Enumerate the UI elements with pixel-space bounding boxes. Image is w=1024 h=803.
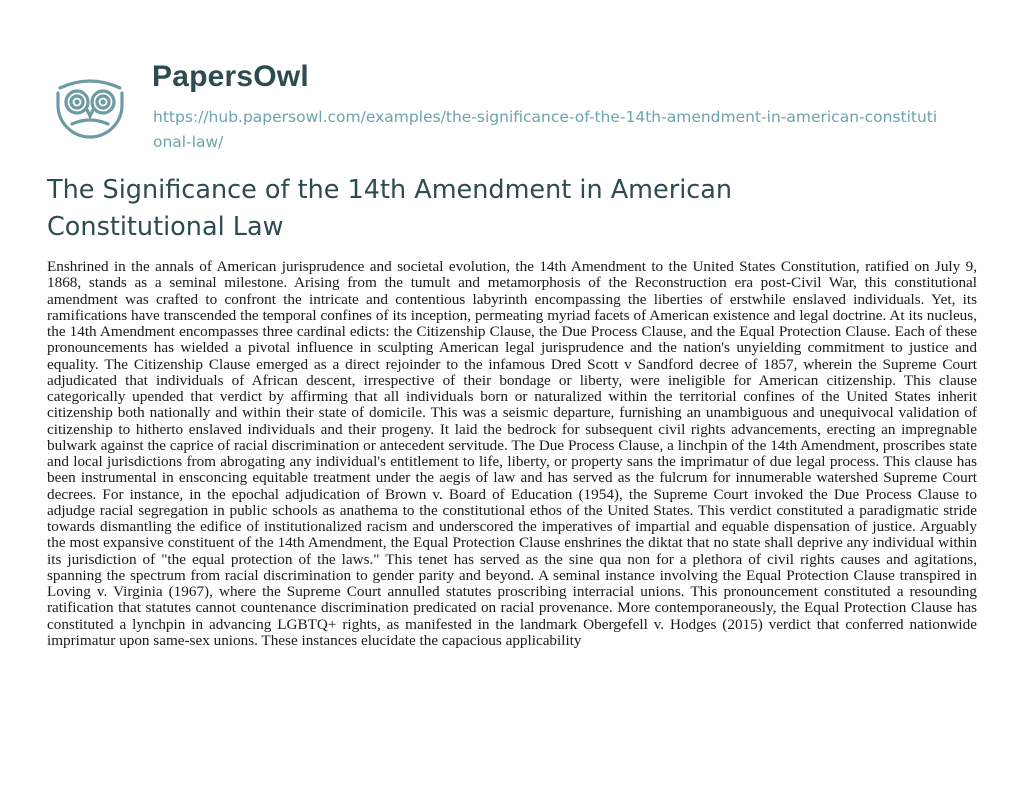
source-url-link[interactable]: https://hub.papersowl.com/examples/the-significance-of-the-14th-amendment-in-american-constitutional-law/ bbox=[153, 108, 938, 151]
article-body: Enshrined in the annals of American jurisprudence and societal evolution, the 14th Amendment to the United States Constitution, ratified on July 9, 1868, stands as a seminal milestone. Arising from the tumult and metamorphosis of the Reconstruction era post-Civil War, this constitutional amendment was crafted to confront the intricate and contentious labyrinth encompassing the liberties of erstwhile enslaved individuals. Yet, its ramifications have transcended the temporal confines of its inception, permeating myriad facets of American existence and legal doctrine. At its nucleus, the 14th Amendment encompasses three cardinal edicts: the Citizenship Clause, the Due Process Clause, and the Equal Protection Clause. Each of these pronouncements has wielded a pivotal influence in sculpting American legal jurisprudence and the nation's unyielding commitment to justice and equality. The Citizenship Clause emerged as a direct rejoinder to the infamous Dred Scott v Sandford decree of 1857, wherein the Supreme Court adjudicated that individuals of African descent, irrespective of their bondage or liberty, were ineligible for American citizenship. This clause categorically upended that verdict by affirming that all individuals born or naturalized within the territorial confines of the United States inherit citizenship both nationally and within their state of domicile. This was a seismic departure, furnishing an unambiguous and unequivocal validation of citizenship to hitherto enslaved individuals and their progeny. It laid the bedrock for subsequent civil rights advancements, erecting an impregnable bulwark against the caprice of racial discrimination or antecedent servitude. The Due Process Clause, a linchpin of the 14th Amendment, proscribes state and local jurisdictions from abrogating any individual's entitlement to life, liberty, or property sans the imprimatur of due legal process. This clause has been instrumental in ensconcing equitable treatment under the aegis of law and has served as the fulcrum for innumerable watershed Supreme Court decrees. For instance, in the epochal adjudication of Brown v. Board of Education (1954), the Supreme Court invoked the Due Process Clause to adjudge racial segregation in public schools as anathema to the constitutional ethos of the United States. This verdict constituted a paradigmatic stride towards dismantling the edifice of institutionalized racism and underscored the imperatives of impartial and equable dispensation of justice. Arguably the most expansive constituent of the 14th Amendment, the Equal Protection Clause enshrines the diktat that no state shall deprive any individual within its jurisdiction of "the equal protection of the laws." This tenet has served as the sine qua non for a plethora of civil rights causes and agitations, spanning the spectrum from racial discrimination to gender parity and beyond. A seminal instance involving the Equal Protection Clause transpired in Loving v. Virginia (1967), where the Supreme Court annulled statutes proscribing interracial unions. This pronouncement constituted a resounding ratification that statutes cannot countenance discrimination predicated on racial provenance. More contemporaneously, the Equal Protection Clause has constituted a lynchpin in advancing LGBTQ+ rights, as manifested in the landmark Obergefell v. Hodges (2015) verdict that conferred nationwide imprimatur upon same-sex unions. These instances elucidate the capacious applicability bbox=[47, 259, 977, 649]
brand-header bbox=[47, 55, 967, 155]
article-title: The Significance of the 14th Amendment in American Constitutional Law bbox=[47, 175, 733, 242]
brand-name: PapersOwl bbox=[152, 60, 309, 93]
owl-logo-icon bbox=[50, 61, 130, 141]
